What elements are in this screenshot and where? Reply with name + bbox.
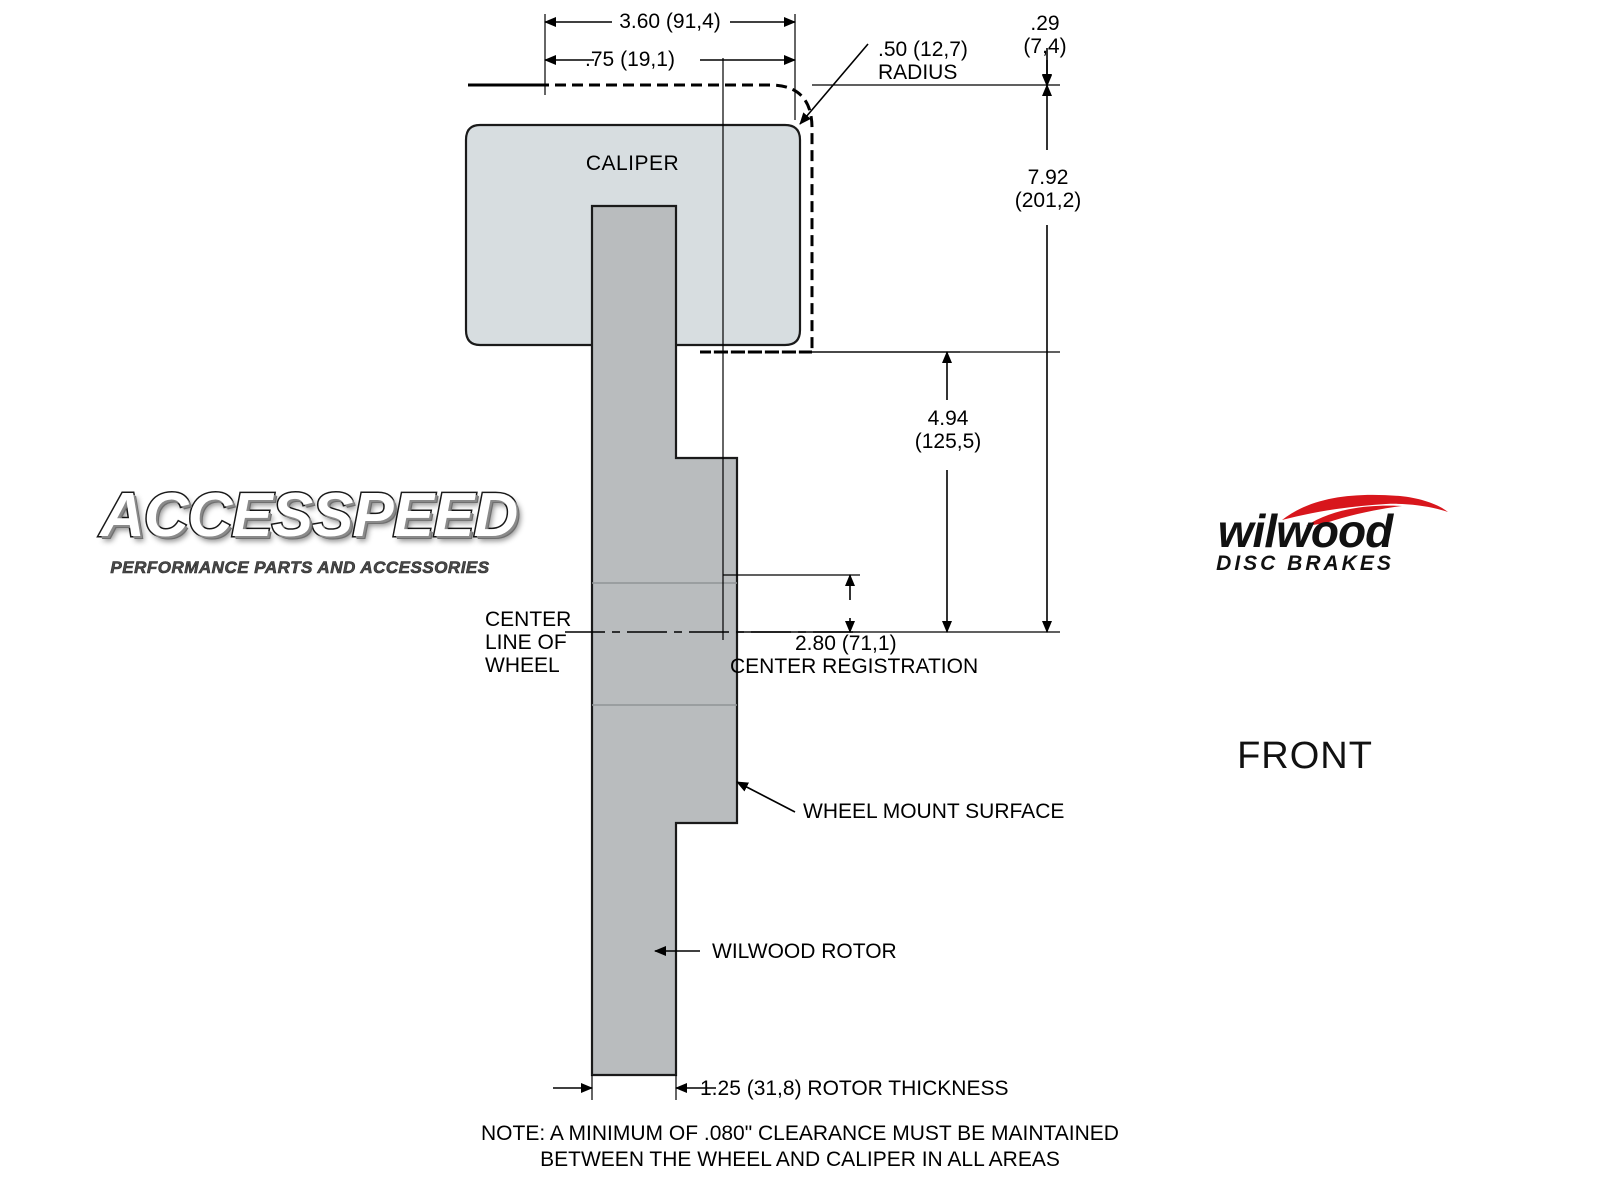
- accesspeed-logo-text: ACCESSPEED: [100, 481, 518, 550]
- label-caliper: CALIPER: [585, 152, 680, 175]
- note-line-1: NOTE: A MINIMUM OF .080" CLEARANCE MUST BE MAINTAINED: [481, 1122, 1119, 1145]
- note-line-2: BETWEEN THE WHEEL AND CALIPER IN ALL AREAS: [540, 1148, 1060, 1171]
- wilwood-logo-tagline: DISC BRAKES: [1216, 552, 1394, 575]
- dim-top-edge-metric: (7,4): [1023, 35, 1067, 58]
- accesspeed-logo: [100, 480, 518, 605]
- dim-top-edge-value: .29: [1030, 12, 1060, 35]
- accesspeed-logo-tagline: PERFORMANCE PARTS AND ACCESSORIES: [110, 558, 490, 577]
- wilwood-logo-text: wilwood: [1217, 505, 1393, 557]
- view-label-front: FRONT: [1237, 735, 1373, 777]
- dim-caliper-to-centerline-metric: (125,5): [914, 430, 982, 453]
- label-wilwood-rotor: WILWOOD ROTOR: [712, 940, 897, 963]
- dim-radius-word: RADIUS: [878, 61, 958, 84]
- label-center-registration: CENTER REGISTRATION: [730, 655, 979, 678]
- dim-overall-height-value: 7.92: [1027, 166, 1069, 189]
- label-center-line-wheel-1: CENTER: [485, 608, 572, 631]
- label-wheel-mount-surface: WHEEL MOUNT SURFACE: [803, 800, 1065, 823]
- dim-overall-height-metric: (201,2): [1014, 189, 1082, 212]
- dim-overall-width: 3.60 (91,4): [619, 10, 721, 33]
- dim-radius-value: .50 (12,7): [878, 38, 968, 61]
- label-center-line-wheel-3: WHEEL: [485, 654, 560, 677]
- label-center-line-wheel-2: LINE OF: [485, 631, 567, 654]
- dim-caliper-to-centerline-value: 4.94: [927, 407, 969, 430]
- wilwood-logo: [1160, 490, 1450, 600]
- dim-center-registration-value: 2.80 (71,1): [795, 632, 897, 655]
- dim-rotor-thickness: 1.25 (31,8) ROTOR THICKNESS: [700, 1077, 1009, 1100]
- dim-offset-left: .75 (19,1): [585, 48, 675, 71]
